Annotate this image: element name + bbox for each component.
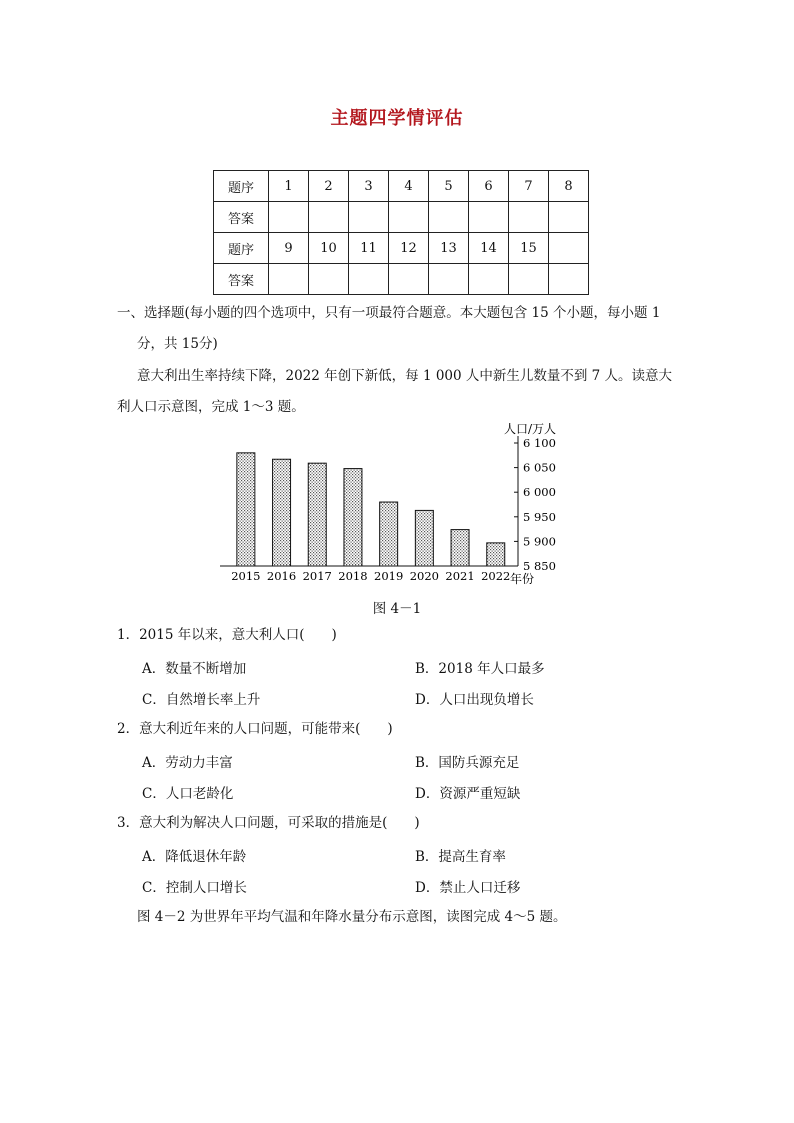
table-row	[214, 202, 589, 233]
bar-2019	[380, 502, 398, 566]
question-2-option-d[interactable]: D．资源严重短缺	[415, 786, 521, 802]
question-3-option-c[interactable]: C．控制人口增长	[142, 880, 247, 896]
x-tick-label: 2021	[445, 569, 475, 583]
page-title: 主题四学情评估	[330, 108, 464, 129]
x-tick-label: 2020	[409, 569, 439, 583]
question-2-option-b[interactable]: B．国防兵源充足	[415, 755, 520, 771]
x-tick-label: 2018	[338, 569, 368, 583]
x-tick-label: 2017	[302, 569, 332, 583]
answer-cell[interactable]	[549, 264, 589, 295]
question-1-option-a[interactable]: A．数量不断增加	[142, 661, 247, 677]
next-intro: 图 4－2 为世界年平均气温和年降水量分布示意图，读图完成 4～5 题。	[137, 909, 567, 925]
table-cell: 9	[269, 233, 309, 264]
question-3-option-b[interactable]: B．提高生育率	[415, 849, 506, 865]
table-cell: 13	[429, 233, 469, 264]
row-label: 题序	[214, 233, 269, 264]
table-cell: 10	[309, 233, 349, 264]
x-axis-label: 年份	[510, 572, 535, 586]
table-row	[214, 171, 589, 202]
figure-caption: 图 4－1	[372, 601, 422, 617]
answer-cell[interactable]	[269, 202, 309, 233]
table-cell: 12	[389, 233, 429, 264]
question-1-option-c[interactable]: C．自然增长率上升	[142, 692, 261, 708]
x-tick-label: 2022	[481, 569, 511, 583]
population-bar-chart	[220, 420, 557, 592]
y-tick-label: 5 900	[523, 534, 556, 549]
question-1-option-d[interactable]: D．人口出现负增长	[415, 692, 534, 708]
table-cell: 6	[469, 171, 509, 202]
question-3-stem: 3．意大利为解决人口问题，可采取的措施是( )	[117, 815, 420, 831]
answer-cell[interactable]	[389, 202, 429, 233]
y-tick-label: 6 000	[523, 485, 556, 500]
answer-cell[interactable]	[429, 202, 469, 233]
row-label: 答案	[214, 202, 269, 233]
table-cell: 11	[349, 233, 389, 264]
question-2-stem: 2．意大利近年来的人口问题，可能带来( )	[117, 721, 393, 737]
answer-cell[interactable]	[389, 264, 429, 295]
table-row	[214, 233, 589, 264]
row-label: 题序	[214, 171, 269, 202]
table-cell: 3	[349, 171, 389, 202]
answer-cell[interactable]	[269, 264, 309, 295]
question-2-option-c[interactable]: C．人口老龄化	[142, 786, 234, 802]
table-cell: 4	[389, 171, 429, 202]
y-tick-label: 5 850	[523, 559, 556, 573]
question-3-option-a[interactable]: A．降低退休年龄	[142, 849, 247, 865]
section-heading-line1: 一、选择题(每小题的四个选项中，只有一项最符合题意。本大题包含 15 个小题，每小题 1	[117, 305, 661, 321]
y-axis-label: 人口/万人	[504, 422, 557, 436]
question-1-stem: 1．2015 年以来，意大利人口( )	[117, 627, 337, 643]
answer-cell[interactable]	[309, 264, 349, 295]
answer-cell[interactable]	[549, 202, 589, 233]
table-cell: 15	[509, 233, 549, 264]
answer-cell[interactable]	[509, 202, 549, 233]
answer-cell[interactable]	[349, 264, 389, 295]
y-tick-label: 5 950	[523, 509, 556, 524]
table-cell	[549, 233, 589, 264]
intro-line2: 利人口示意图，完成 1～3 题。	[117, 399, 305, 415]
table-cell: 8	[549, 171, 589, 202]
table-cell: 2	[309, 171, 349, 202]
question-3-option-d[interactable]: D．禁止人口迁移	[415, 880, 521, 896]
bar-2020	[415, 510, 433, 566]
answer-cell[interactable]	[429, 264, 469, 295]
bar-2021	[451, 530, 469, 566]
bar-2017	[308, 463, 326, 566]
row-label: 答案	[214, 264, 269, 295]
bar-2022	[487, 543, 505, 566]
x-tick-label: 2015	[231, 569, 261, 583]
bar-2015	[237, 453, 255, 566]
table-cell: 5	[429, 171, 469, 202]
answer-cell[interactable]	[509, 264, 549, 295]
table-cell: 1	[269, 171, 309, 202]
bar-2018	[344, 469, 362, 566]
answer-cell[interactable]	[309, 202, 349, 233]
y-tick-label: 6 050	[523, 460, 556, 475]
x-tick-label: 2016	[266, 569, 297, 583]
y-tick-label: 6 100	[523, 436, 556, 450]
question-1-option-b[interactable]: B．2018 年人口最多	[415, 661, 545, 677]
intro-line1: 意大利出生率持续下降，2022 年创下新低，每 1 000 人中新生儿数量不到 7 人。读意大	[137, 368, 673, 384]
answer-table	[213, 170, 589, 295]
answer-cell[interactable]	[349, 202, 389, 233]
table-cell: 7	[509, 171, 549, 202]
table-row	[214, 264, 589, 295]
question-2-option-a[interactable]: A．劳动力丰富	[142, 755, 233, 771]
section-heading-line2: 分，共 15分)	[137, 336, 218, 352]
x-tick-label: 2019	[374, 569, 404, 583]
answer-cell[interactable]	[469, 264, 509, 295]
table-cell: 14	[469, 233, 509, 264]
bar-2016	[273, 459, 291, 566]
answer-cell[interactable]	[469, 202, 509, 233]
